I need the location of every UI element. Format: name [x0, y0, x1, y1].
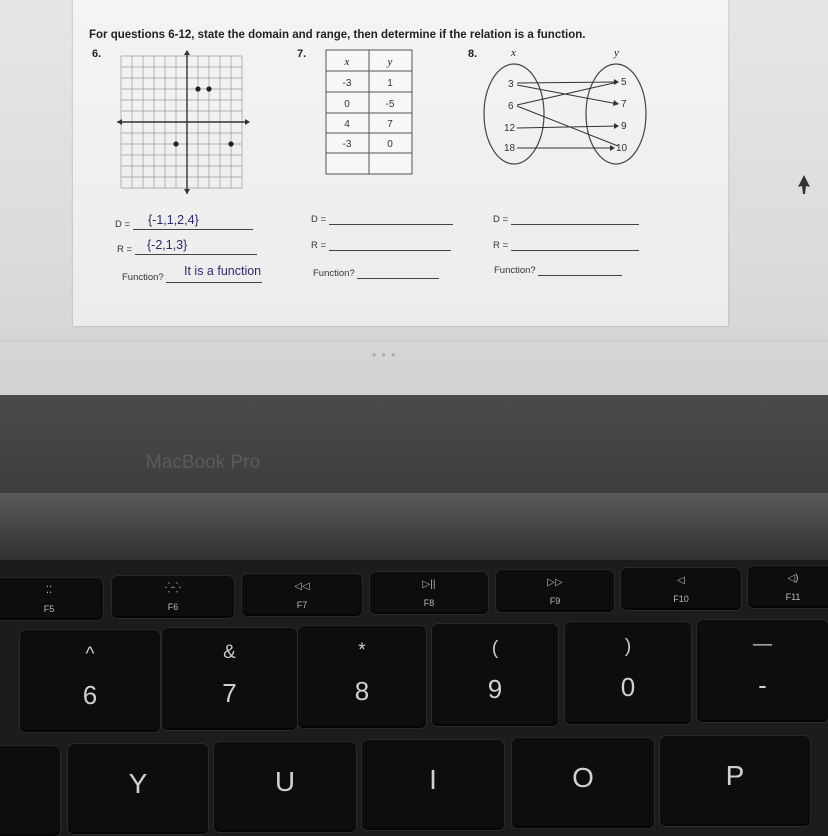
mapping-y-value: 10	[616, 143, 628, 154]
mapping-y-value: 5	[621, 77, 627, 88]
key-tab-partial[interactable]	[0, 746, 60, 836]
q7-function-line[interactable]	[357, 266, 439, 279]
q6-range-answer: {-2,1,3}	[147, 238, 188, 252]
volume-down-icon: ◁)	[787, 573, 799, 584]
mapping-arrow	[517, 82, 618, 83]
mapping-y-value: 9	[621, 121, 627, 132]
key-8[interactable]: * 8	[298, 626, 426, 728]
f10-key[interactable]: ◁ F10	[621, 568, 741, 610]
laptop-screen	[0, 0, 828, 405]
table-header-y: y	[387, 56, 393, 68]
fast-forward-icon: ▷▷	[547, 577, 563, 588]
mapping-x-header: x	[511, 47, 516, 59]
screen-bezel	[0, 395, 828, 495]
q8-domain-row	[493, 212, 639, 225]
q6-domain-label: D =	[115, 219, 131, 230]
keyboard-brightness-down-icon: ⁚⁚	[45, 585, 53, 596]
laptop-brand: MacBook Pro	[146, 452, 261, 473]
q6-range-label: R =	[117, 244, 133, 255]
mouse-cursor-icon	[795, 174, 813, 196]
table-cell: 0	[344, 99, 350, 110]
mapping-x-value: 12	[504, 123, 516, 134]
table-cell: 1	[387, 78, 393, 89]
mapping-x-value: 18	[504, 143, 516, 154]
mapping-diagram	[481, 42, 651, 172]
q8-domain-label: D =	[493, 214, 509, 225]
page-divider	[0, 340, 828, 342]
key-minus[interactable]: — -	[697, 620, 828, 722]
q8-function-row	[494, 263, 622, 276]
q8-function-label: Function?	[494, 265, 536, 276]
f7-key[interactable]: ◁◁ F7	[242, 574, 362, 616]
q6-function-answer: It is a function	[184, 264, 262, 278]
q8-function-line[interactable]	[538, 263, 622, 276]
q8-domain-line[interactable]	[511, 212, 639, 225]
q7-domain-label: D =	[311, 214, 327, 225]
q7-range-line[interactable]	[329, 238, 451, 251]
table-cell: 4	[344, 119, 350, 130]
q6-function-label: Function?	[122, 272, 164, 283]
q7-function-row	[313, 266, 439, 279]
key-i[interactable]: I	[362, 740, 504, 830]
key-p[interactable]: P	[660, 736, 810, 826]
key-9[interactable]: ( 9	[432, 624, 558, 726]
mapping-x-value: 6	[508, 101, 514, 112]
instructions: For questions 6-12, state the domain and range, then determine if the relation is a function.	[89, 29, 586, 41]
f11-key[interactable]: ◁) F11	[748, 566, 828, 608]
question-8-number: 8.	[468, 48, 478, 60]
rewind-icon: ◁◁	[294, 581, 310, 592]
mapping-y-value: 7	[621, 99, 627, 110]
q8-range-line[interactable]	[511, 238, 639, 251]
key-o[interactable]: O	[512, 738, 654, 828]
table-cell: 7	[387, 119, 393, 130]
f6-key[interactable]: ⁛⁛ F6	[112, 576, 234, 618]
q7-range-label: R =	[311, 240, 327, 251]
q8-range-row	[493, 238, 639, 251]
key-7[interactable]: & 7	[162, 628, 297, 730]
play-pause-icon: ▷||	[422, 579, 436, 590]
table-header-x: x	[344, 56, 350, 68]
question-7-number: 7.	[297, 48, 307, 60]
keyboard	[0, 560, 828, 828]
key-0[interactable]: ) 0	[565, 622, 691, 724]
table-cell: -5	[385, 99, 395, 110]
mute-icon: ◁	[677, 575, 685, 586]
mapping-x-value: 3	[508, 79, 514, 90]
table-cell: 0	[387, 139, 393, 150]
q7-range-row	[311, 238, 451, 251]
q7-domain-row	[311, 212, 453, 225]
question-6-number: 6.	[92, 48, 102, 60]
f8-key[interactable]: ▷|| F8	[370, 572, 488, 614]
f5-key[interactable]: ⁚⁚ F5	[0, 578, 103, 620]
q7-function-label: Function?	[313, 268, 355, 279]
laptop-hinge	[0, 493, 828, 563]
keyboard-brightness-up-icon: ⁛⁛	[165, 583, 181, 594]
q6-domain-answer: {-1,1,2,4}	[148, 213, 199, 227]
key-6[interactable]: ^ 6	[20, 630, 160, 732]
f9-key[interactable]: ▷▷ F9	[496, 570, 614, 612]
mapping-y-header: y	[614, 47, 619, 59]
key-y[interactable]: Y	[68, 744, 208, 834]
coordinate-grid	[117, 48, 251, 194]
table-cell: -3	[342, 78, 352, 89]
key-u[interactable]: U	[214, 742, 356, 832]
q7-domain-line[interactable]	[329, 212, 453, 225]
scroll-indicator: • • •	[372, 348, 397, 362]
table-cell: -3	[342, 139, 352, 150]
xy-table	[325, 49, 415, 177]
worksheet	[73, 0, 728, 326]
q8-range-label: R =	[493, 240, 509, 251]
